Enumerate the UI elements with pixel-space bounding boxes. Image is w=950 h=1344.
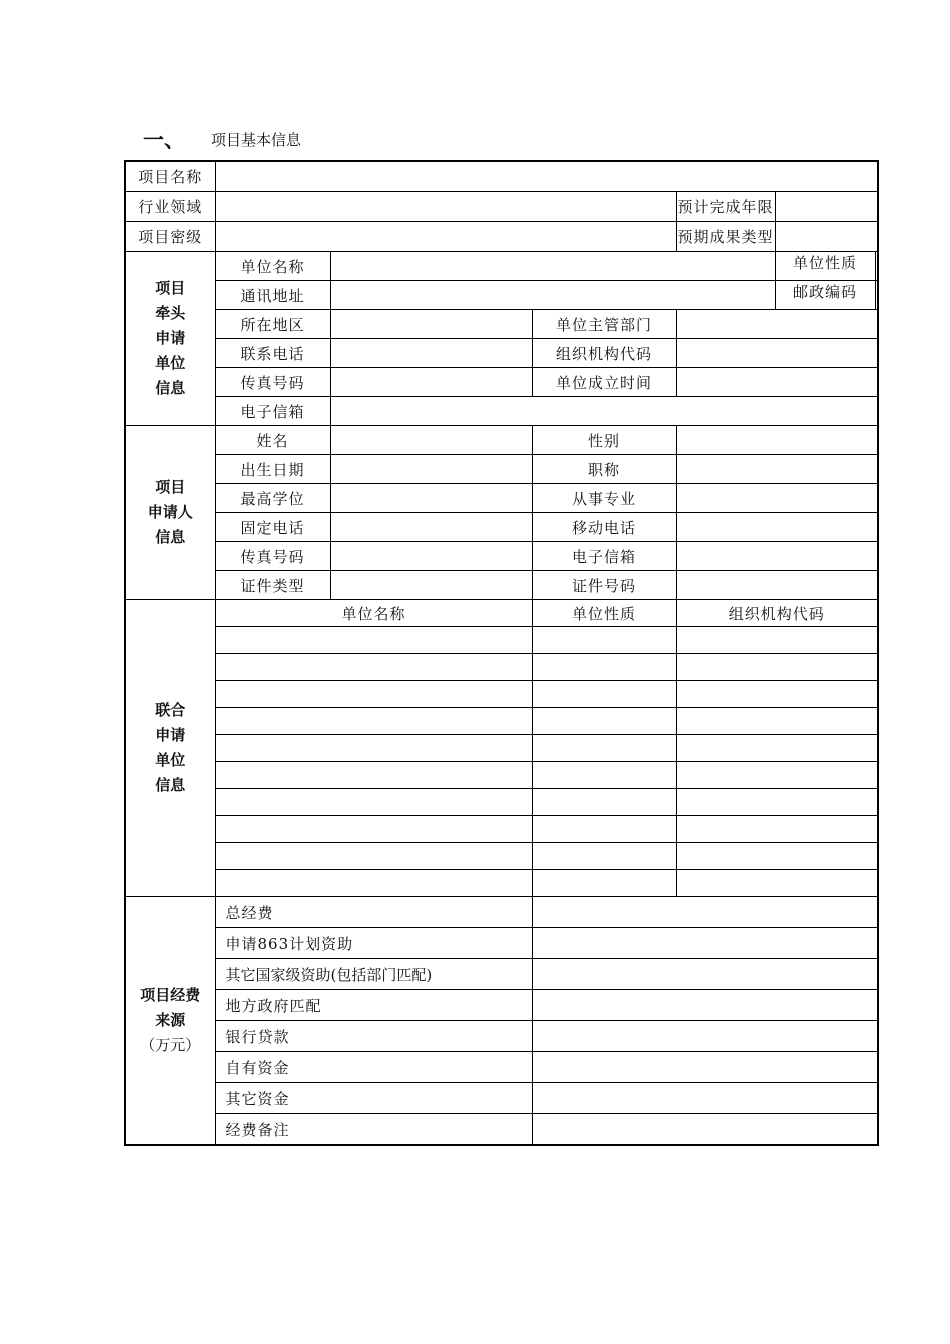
postcode-cell [775, 281, 878, 310]
joint-unit-nature-field[interactable] [532, 654, 676, 681]
secret-level-label: 项目密级 [125, 222, 215, 252]
section-heading [143, 124, 301, 154]
id-number-field[interactable] [676, 571, 878, 600]
supervisor-label: 单位主管部门 [532, 310, 676, 339]
applicant-name-field[interactable] [330, 426, 532, 455]
funding-item-other: 其它资金 [215, 1083, 532, 1114]
region-field[interactable] [330, 310, 532, 339]
funding-total-field[interactable] [532, 897, 878, 928]
joint-units-section-label: 联合 申请 单位 信息 [125, 600, 215, 897]
deadline-label: 预计完成年限 [676, 192, 775, 222]
landline-label: 固定电话 [215, 513, 330, 542]
postcode-field[interactable] [875, 281, 878, 309]
applicant-fax-label: 传真号码 [215, 542, 330, 571]
funding-item-local: 地方政府匹配 [215, 990, 532, 1021]
joint-unit-code-field[interactable] [676, 681, 878, 708]
birth-field[interactable] [330, 455, 532, 484]
joint-unit-row [125, 816, 878, 843]
joint-unit-row [125, 762, 878, 789]
address-label: 通讯地址 [215, 281, 330, 310]
applicant-fax-field[interactable] [330, 542, 532, 571]
joint-unit-name-field[interactable] [215, 708, 532, 735]
project-name-label: 项目名称 [125, 161, 215, 192]
degree-field[interactable] [330, 484, 532, 513]
funding-own-field[interactable] [532, 1052, 878, 1083]
postcode-label: 邮政编码 [792, 283, 857, 301]
birth-label: 出生日期 [215, 455, 330, 484]
landline-field[interactable] [330, 513, 532, 542]
result-type-label: 预期成果类型 [676, 222, 775, 252]
result-type-field[interactable] [775, 222, 878, 252]
joint-unit-code-field[interactable] [676, 843, 878, 870]
funding-item-notes: 经费备注 [215, 1114, 532, 1146]
funding-item-bank-loan: 银行贷款 [215, 1021, 532, 1052]
supervisor-field[interactable] [676, 310, 878, 339]
title-label: 职称 [532, 455, 676, 484]
section-title: 项目基本信息 [211, 130, 302, 149]
id-type-field[interactable] [330, 571, 532, 600]
joint-unit-nature-field[interactable] [532, 789, 676, 816]
applicant-section-label: 项目 申请人 信息 [125, 426, 215, 600]
joint-unit-row [125, 708, 878, 735]
funding-section-label: 项目经费 来源 （万元） [125, 897, 215, 1146]
funding-item-own: 自有资金 [215, 1052, 532, 1083]
joint-unit-row [125, 843, 878, 870]
project-name-field[interactable] [215, 161, 878, 192]
major-label: 从事专业 [532, 484, 676, 513]
mobile-label: 移动电话 [532, 513, 676, 542]
funding-local-field[interactable] [532, 990, 878, 1021]
joint-unit-nature-field[interactable] [532, 681, 676, 708]
joint-unit-row [125, 789, 878, 816]
joint-unit-code-field[interactable] [676, 870, 878, 897]
unit-name-label: 单位名称 [215, 252, 330, 281]
joint-unit-nature-field[interactable] [532, 627, 676, 654]
funding-item-national: 其它国家级资助(包括部门匹配) [215, 959, 532, 990]
funding-other-field[interactable] [532, 1083, 878, 1114]
joint-unit-name-field[interactable] [215, 870, 532, 897]
joint-col-unit-name: 单位名称 [215, 600, 532, 627]
joint-unit-name-field[interactable] [215, 789, 532, 816]
founded-field[interactable] [676, 368, 878, 397]
funding-863-field[interactable] [532, 928, 878, 959]
joint-unit-row [125, 870, 878, 897]
joint-unit-code-field[interactable] [676, 708, 878, 735]
unit-nature-label: 单位性质 [792, 254, 857, 272]
fax-field[interactable] [330, 368, 532, 397]
title-field[interactable] [676, 455, 878, 484]
funding-item-863: 申请863计划资助 [215, 928, 532, 959]
joint-unit-nature-field[interactable] [532, 762, 676, 789]
joint-unit-code-field[interactable] [676, 735, 878, 762]
fax-label: 传真号码 [215, 368, 330, 397]
applicant-email-field[interactable] [676, 542, 878, 571]
address-field[interactable] [330, 281, 775, 310]
joint-col-unit-nature: 单位性质 [532, 600, 676, 627]
joint-unit-row [125, 627, 878, 654]
joint-unit-nature-field[interactable] [532, 735, 676, 762]
joint-unit-name-field[interactable] [215, 681, 532, 708]
applicant-name-label: 姓名 [215, 426, 330, 455]
org-code-label: 组织机构代码 [532, 339, 676, 368]
unit-nature-field[interactable] [875, 252, 878, 280]
org-code-field[interactable] [676, 339, 878, 368]
joint-unit-name-field[interactable] [215, 627, 532, 654]
gender-label: 性别 [532, 426, 676, 455]
industry-field[interactable] [215, 192, 676, 222]
id-type-label: 证件类型 [215, 571, 330, 600]
unit-nature-cell [775, 252, 878, 281]
joint-col-org-code: 组织机构代码 [676, 600, 878, 627]
joint-unit-row [125, 681, 878, 708]
applicant-email-label: 电子信箱 [532, 542, 676, 571]
deadline-field[interactable] [775, 192, 878, 222]
region-label: 所在地区 [215, 310, 330, 339]
joint-unit-nature-field[interactable] [532, 816, 676, 843]
funding-bank-loan-field[interactable] [532, 1021, 878, 1052]
joint-unit-row [125, 654, 878, 681]
project-info-form [124, 160, 879, 1146]
joint-unit-nature-field[interactable] [532, 708, 676, 735]
mobile-field[interactable] [676, 513, 878, 542]
gender-field[interactable] [676, 426, 878, 455]
email-label: 电子信箱 [215, 397, 330, 426]
joint-unit-name-field[interactable] [215, 762, 532, 789]
id-number-label: 证件号码 [532, 571, 676, 600]
joint-unit-name-field[interactable] [215, 816, 532, 843]
section-number: 一、 [143, 128, 185, 152]
joint-unit-code-field[interactable] [676, 627, 878, 654]
funding-item-total: 总经费 [215, 897, 532, 928]
joint-unit-code-field[interactable] [676, 789, 878, 816]
joint-unit-nature-field[interactable] [532, 843, 676, 870]
joint-unit-name-field[interactable] [215, 654, 532, 681]
joint-unit-row [125, 735, 878, 762]
lead-unit-section-label: 项目 牵头 申请 单位 信息 [125, 252, 215, 426]
joint-unit-code-field[interactable] [676, 654, 878, 681]
founded-label: 单位成立时间 [532, 368, 676, 397]
joint-unit-name-field[interactable] [215, 735, 532, 762]
funding-notes-field[interactable] [532, 1114, 878, 1146]
joint-unit-name-field[interactable] [215, 843, 532, 870]
email-field[interactable] [330, 397, 878, 426]
unit-name-field[interactable] [330, 252, 775, 281]
phone-field[interactable] [330, 339, 532, 368]
joint-unit-code-field[interactable] [676, 816, 878, 843]
major-field[interactable] [676, 484, 878, 513]
secret-level-field[interactable] [215, 222, 676, 252]
joint-unit-nature-field[interactable] [532, 870, 676, 897]
joint-unit-code-field[interactable] [676, 762, 878, 789]
phone-label: 联系电话 [215, 339, 330, 368]
industry-label: 行业领域 [125, 192, 215, 222]
degree-label: 最高学位 [215, 484, 330, 513]
funding-national-field[interactable] [532, 959, 878, 990]
